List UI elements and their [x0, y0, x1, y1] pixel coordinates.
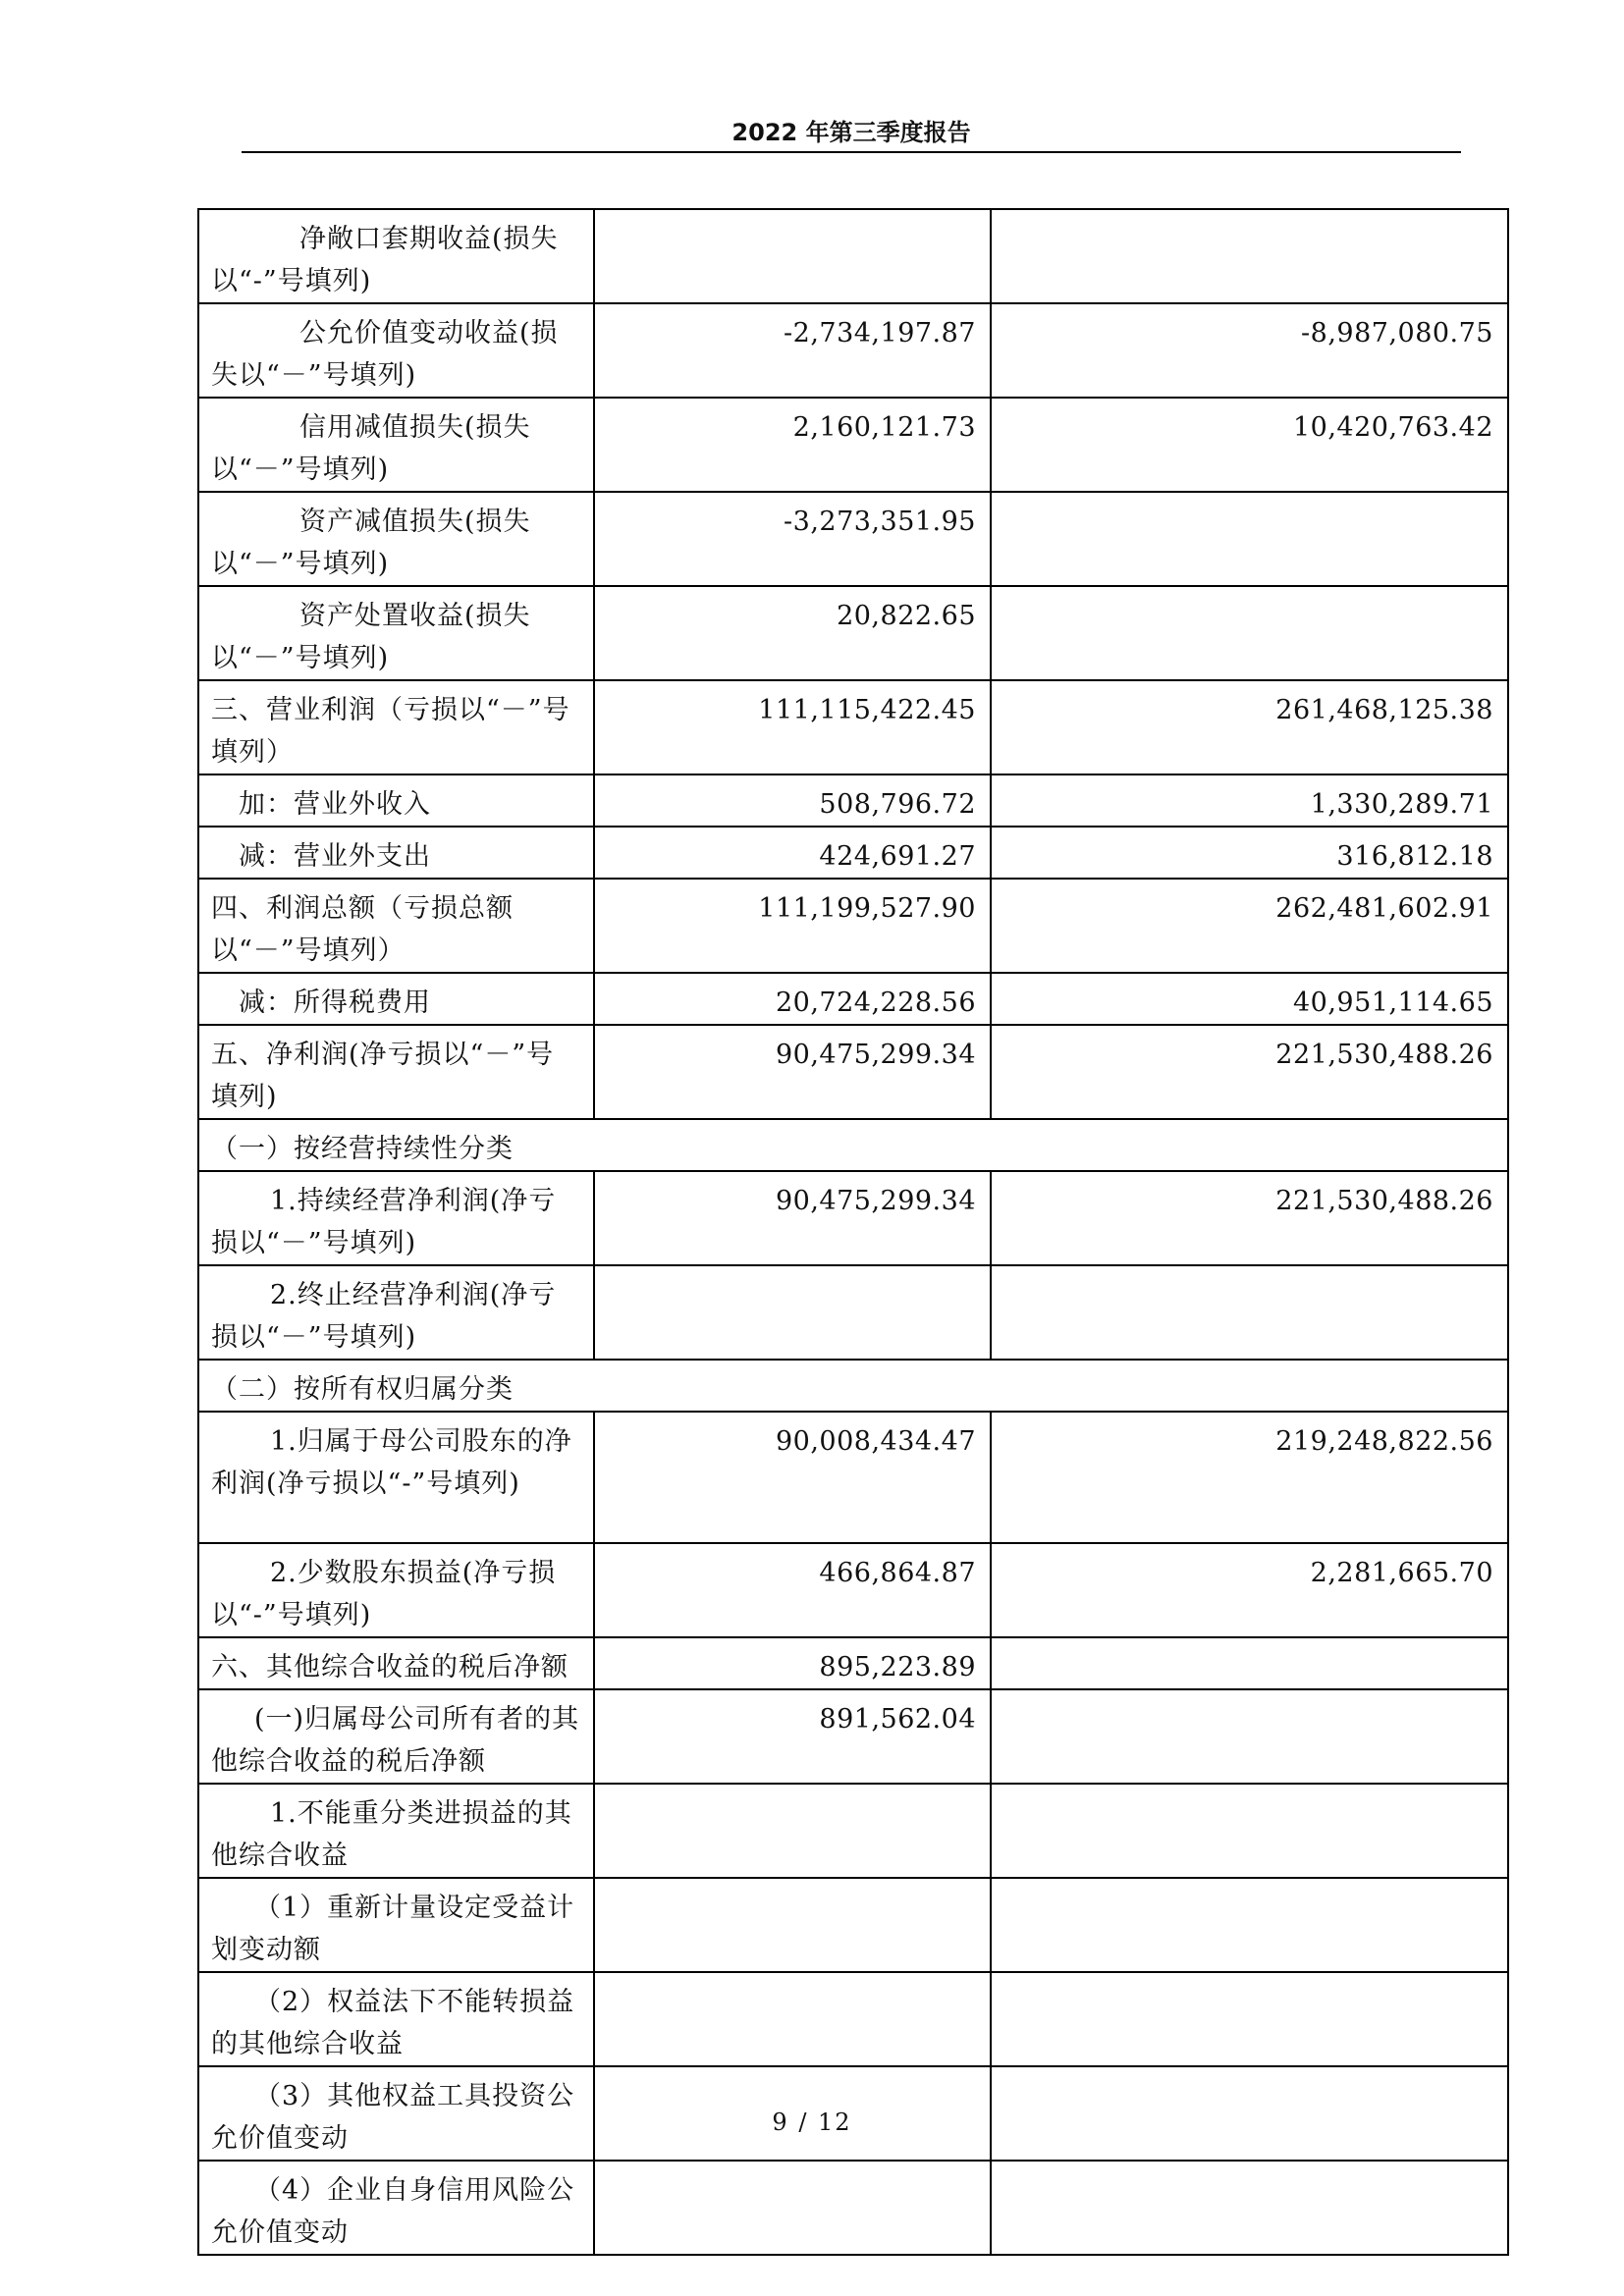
current-period-value: [594, 1784, 991, 1878]
row-label: 1.归属于母公司股东的净利润(净亏损以“-”号填列): [198, 1412, 594, 1543]
current-period-value: [594, 209, 991, 303]
table-row: [198, 1265, 1508, 1360]
current-period-value: -2,734,197.87: [594, 303, 991, 398]
current-period-value: 111,115,422.45: [594, 680, 991, 774]
table-row: [198, 1878, 1508, 1972]
row-label: （2）权益法下不能转损益的其他综合收益: [198, 1972, 594, 2066]
table-row: [198, 1025, 1508, 1119]
prior-period-value: 316,812.18: [991, 827, 1508, 879]
table-row: [198, 973, 1508, 1025]
prior-period-value: [991, 1878, 1508, 1972]
current-period-value: 891,562.04: [594, 1689, 991, 1784]
prior-period-value: -8,987,080.75: [991, 303, 1508, 398]
row-label: （1）重新计量设定受益计划变动额: [198, 1878, 594, 1972]
current-period-value: [594, 2161, 991, 2255]
row-label: 1.持续经营净利润(净亏损以“－”号填列): [198, 1171, 594, 1265]
prior-period-value: [991, 2161, 1508, 2255]
row-label: 三、营业利润（亏损以“－”号填列）: [198, 680, 594, 774]
row-label: 公允价值变动收益(损失以“－”号填列): [198, 303, 594, 398]
prior-period-value: [991, 586, 1508, 680]
row-label: （3）其他权益工具投资公允价值变动: [198, 2066, 594, 2161]
report-title: 2022 年第三季度报告: [731, 119, 971, 146]
table-row: [198, 1784, 1508, 1878]
current-period-value: [594, 1972, 991, 2066]
table-row: [198, 879, 1508, 973]
current-period-value: 20,822.65: [594, 586, 991, 680]
row-label: (一)归属母公司所有者的其他综合收益的税后净额: [198, 1689, 594, 1784]
current-period-value: 508,796.72: [594, 774, 991, 827]
table-row: [198, 1171, 1508, 1265]
prior-period-value: [991, 492, 1508, 586]
prior-period-value: [991, 209, 1508, 303]
current-period-value: [594, 1878, 991, 1972]
prior-period-value: 221,530,488.26: [991, 1025, 1508, 1119]
current-period-value: 424,691.27: [594, 827, 991, 879]
current-period-value: 111,199,527.90: [594, 879, 991, 973]
prior-period-value: 219,248,822.56: [991, 1412, 1508, 1543]
current-period-value: 20,724,228.56: [594, 973, 991, 1025]
page-number: 9 / 12: [772, 2109, 852, 2136]
table-row: [198, 398, 1508, 492]
row-label: 减：所得税费用: [198, 973, 594, 1025]
row-label: 减：营业外支出: [198, 827, 594, 879]
current-period-value: [594, 1265, 991, 1360]
current-period-value: 2,160,121.73: [594, 398, 991, 492]
row-label: 信用减值损失(损失以“－”号填列): [198, 398, 594, 492]
prior-period-value: 261,468,125.38: [991, 680, 1508, 774]
current-period-value: 895,223.89: [594, 1637, 991, 1689]
prior-period-value: 221,530,488.26: [991, 1171, 1508, 1265]
prior-period-value: 262,481,602.91: [991, 879, 1508, 973]
row-label: 2.终止经营净利润(净亏损以“－”号填列): [198, 1265, 594, 1360]
table-row: [198, 1689, 1508, 1784]
row-label: 五、净利润(净亏损以“－”号填列): [198, 1025, 594, 1119]
section-label: （一）按经营持续性分类: [198, 1119, 1508, 1171]
table-row: [198, 1543, 1508, 1637]
row-label: 六、其他综合收益的税后净额: [198, 1637, 594, 1689]
income-statement-table: [197, 208, 1509, 2256]
section-label: （二）按所有权归属分类: [198, 1360, 1508, 1412]
prior-period-value: [991, 1689, 1508, 1784]
row-label: 四、利润总额（亏损总额以“－”号填列）: [198, 879, 594, 973]
prior-period-value: 1,330,289.71: [991, 774, 1508, 827]
row-label: 加：营业外收入: [198, 774, 594, 827]
table-row: [198, 827, 1508, 879]
table-row: [198, 1637, 1508, 1689]
table-row: [198, 1412, 1508, 1543]
table-row: [198, 680, 1508, 774]
row-label: 净敞口套期收益(损失以“-”号填列): [198, 209, 594, 303]
prior-period-value: 10,420,763.42: [991, 398, 1508, 492]
row-label: 资产处置收益(损失以“－”号填列): [198, 586, 594, 680]
page-header: [242, 114, 1461, 153]
table-row: [198, 586, 1508, 680]
table-row: [198, 1972, 1508, 2066]
current-period-value: -3,273,351.95: [594, 492, 991, 586]
table-row: [198, 774, 1508, 827]
row-label: 2.少数股东损益(净亏损以“-”号填列): [198, 1543, 594, 1637]
current-period-value: 90,475,299.34: [594, 1025, 991, 1119]
prior-period-value: 2,281,665.70: [991, 1543, 1508, 1637]
table-row: [198, 492, 1508, 586]
current-period-value: 466,864.87: [594, 1543, 991, 1637]
prior-period-value: 40,951,114.65: [991, 973, 1508, 1025]
table-row: [198, 2161, 1508, 2255]
row-label: 资产减值损失(损失以“－”号填列): [198, 492, 594, 586]
table-row: [198, 303, 1508, 398]
row-label: （4）企业自身信用风险公允价值变动: [198, 2161, 594, 2255]
prior-period-value: [991, 1972, 1508, 2066]
section-row: [198, 1360, 1508, 1412]
row-label: 1.不能重分类进损益的其他综合收益: [198, 1784, 594, 1878]
prior-period-value: [991, 1784, 1508, 1878]
current-period-value: 90,008,434.47: [594, 1412, 991, 1543]
table-row: [198, 209, 1508, 303]
prior-period-value: [991, 1637, 1508, 1689]
current-period-value: 90,475,299.34: [594, 1171, 991, 1265]
prior-period-value: [991, 1265, 1508, 1360]
section-row: [198, 1119, 1508, 1171]
